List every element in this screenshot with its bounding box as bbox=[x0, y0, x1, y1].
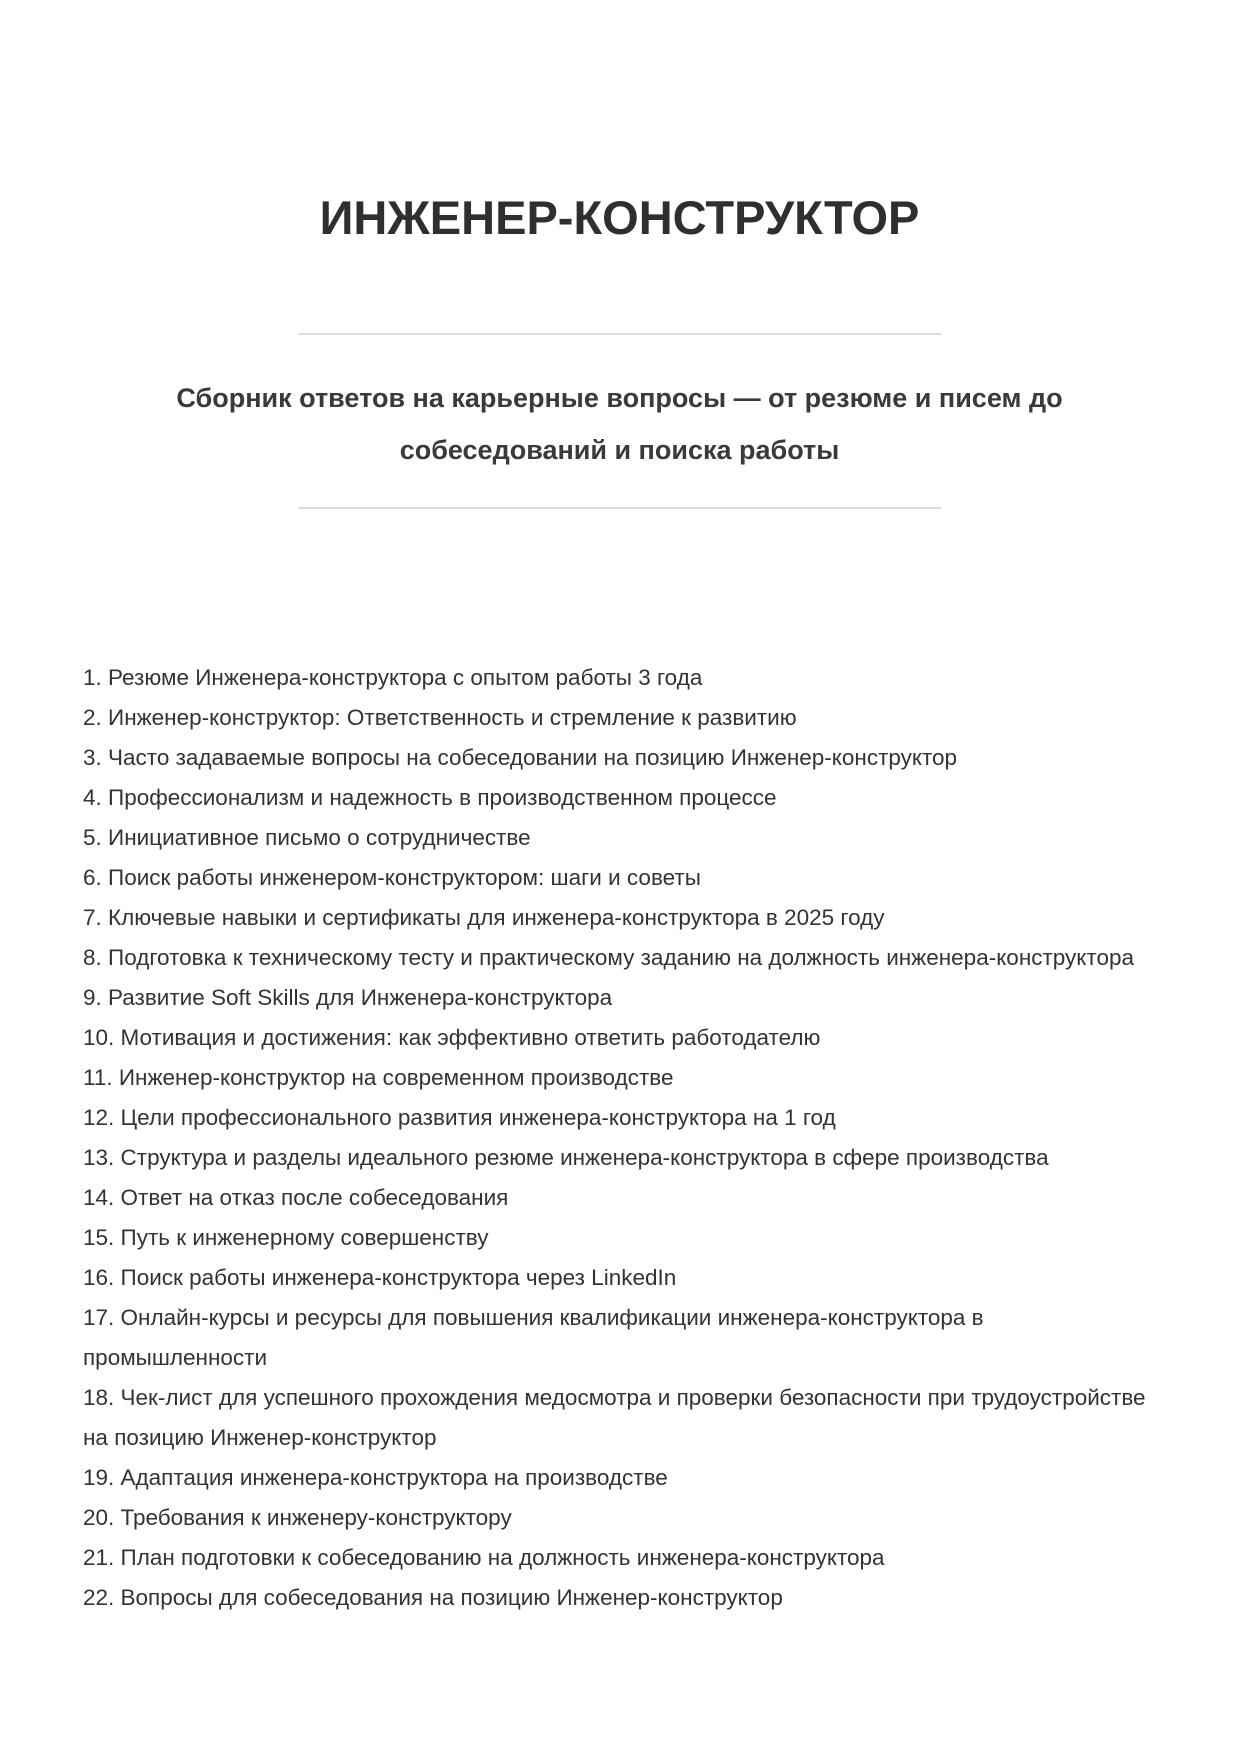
toc-item: 8. Подготовка к техническому тесту и практическому заданию на должность инженера-конструктора bbox=[83, 945, 1134, 970]
document-subtitle: Сборник ответов на карьерные вопросы — от резюме и писем до собеседований и поиска работы bbox=[176, 383, 1063, 465]
top-divider bbox=[298, 333, 941, 335]
toc-item: 14. Ответ на отказ после собеседования bbox=[83, 1185, 509, 1210]
toc-item: 13. Структура и разделы идеального резюме инженера-конструктора в сфере производства bbox=[83, 1145, 1049, 1170]
toc-item: 6. Поиск работы инженером-конструктором: шаги и советы bbox=[83, 865, 701, 890]
toc-item: 2. Инженер-конструктор: Ответственность и стремление к развитию bbox=[83, 705, 797, 730]
toc-item: 19. Адаптация инженера-конструктора на производстве bbox=[83, 1465, 668, 1490]
toc-item: 21. План подготовки к собеседованию на должность инженера-конструктора bbox=[83, 1545, 885, 1570]
toc-item: 3. Часто задаваемые вопросы на собеседовании на позицию Инженер-конструктор bbox=[83, 745, 958, 770]
toc-item: 17. Онлайн-курсы и ресурсы для повышения квалификации инженера-конструктора в промышленности bbox=[83, 1305, 984, 1370]
toc-item: 20. Требования к инженеру-конструктору bbox=[83, 1505, 512, 1530]
table-of-contents bbox=[83, 658, 1163, 1618]
toc-item: 10. Мотивация и достижения: как эффективно ответить работодателю bbox=[83, 1025, 821, 1050]
toc-item: 5. Инициативное письмо о сотрудничестве bbox=[83, 825, 531, 850]
toc-item: 16. Поиск работы инженера-конструктора через LinkedIn bbox=[83, 1265, 677, 1290]
toc-item: 18. Чек-лист для успешного прохождения медосмотра и проверки безопасности при трудоустройстве на позицию Инженер-конструктор bbox=[83, 1385, 1146, 1450]
toc-item: 9. Развитие Soft Skills для Инженера-конструктора bbox=[83, 985, 613, 1010]
document-title: ИНЖЕНЕР-КОНСТРУКТОР bbox=[319, 191, 920, 244]
toc-item: 7. Ключевые навыки и сертификаты для инженера-конструктора в 2025 году bbox=[83, 905, 885, 930]
bottom-divider bbox=[298, 507, 941, 509]
toc-item: 11. Инженер-конструктор на современном производстве bbox=[83, 1065, 674, 1090]
toc-item: 12. Цели профессионального развития инженера-конструктора на 1 год bbox=[83, 1105, 836, 1130]
toc-item: 1. Резюме Инженера-конструктора с опытом работы 3 года bbox=[83, 665, 703, 690]
toc-item: 15. Путь к инженерному совершенству bbox=[83, 1225, 489, 1250]
toc-item: 22. Вопросы для собеседования на позицию Инженер-конструктор bbox=[83, 1585, 783, 1610]
toc-item: 4. Профессионализм и надежность в производственном процессе bbox=[83, 785, 777, 810]
